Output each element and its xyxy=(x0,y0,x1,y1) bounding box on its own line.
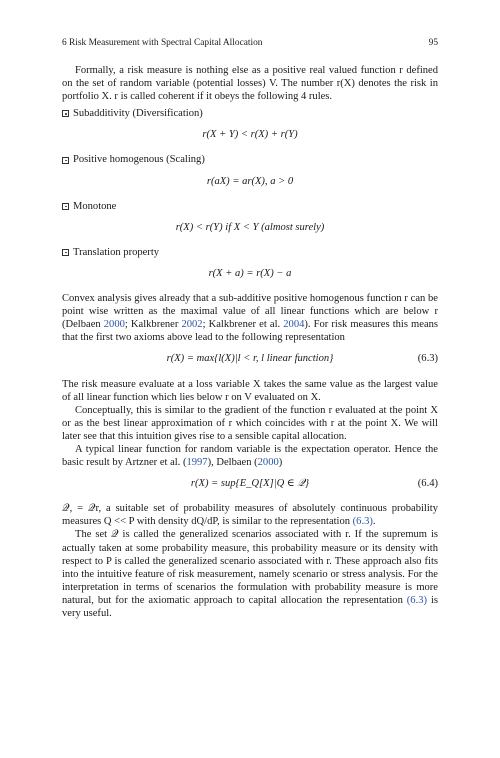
equation-reference-link[interactable]: (6.3) xyxy=(406,594,428,606)
equation: r(X) < r(Y) if X < Y (almost surely) xyxy=(175,221,325,233)
square-bullet-icon xyxy=(62,249,69,256)
paragraph: Convex analysis gives already that a sub-additive positive homogenous function r can be point wise written as the maximal value of all linear functions which are below r (Delbaen 2000; Kalkbrener 2002; Kalkbrener et al. 2004). For risk measures this means that the first two axioms above lead to the following representation xyxy=(62,293,439,344)
equation-number: (6.3) xyxy=(417,353,438,365)
citation-link[interactable]: 1997 xyxy=(186,457,208,469)
citation-link[interactable]: 2004 xyxy=(283,319,305,331)
rule-title: Translation property xyxy=(73,246,160,258)
paragraph: The set 𝒬 is called the generalized scenarios associated with r. If the supremum is actually taken at some probability measure, this probability measure or its density with respect to P is called the generalized scenario associated with r. These approach also fits into the intuitive feature of risk measurement, namely scenario or stress analysis. For the interpretation in terms of scenarios the formulation with probability measure is more natural, but for the axiomatic approach to capital allocation the representation (6.3) is very useful. xyxy=(62,529,439,619)
square-bullet-icon xyxy=(62,110,69,117)
citation-link[interactable]: 2000 xyxy=(103,319,125,331)
rule-title: Positive homogenous (Scaling) xyxy=(73,154,205,166)
rule-item xyxy=(62,107,438,120)
equation-6-4: r(X) = sup{E_Q[X]|Q ∈ 𝒬} (6.4) xyxy=(190,478,438,490)
equation-reference-link[interactable]: (6.3) xyxy=(352,516,373,528)
equation: r(X + a) = r(X) − a xyxy=(208,267,292,279)
rule-item xyxy=(62,153,438,166)
square-bullet-icon xyxy=(62,157,69,164)
paragraph: 𝒬, = 𝒬r, a suitable set of probability measures of absolutely continuous probability measures Q << P with density dQ/dP, is similar to the representation (6.3). xyxy=(62,503,438,528)
page xyxy=(62,0,438,758)
equation: r(aX) = ar(X), a > 0 xyxy=(206,175,294,187)
rule-title: Subadditivity (Diversification) xyxy=(73,108,203,120)
equation: r(X + Y) < r(X) + r(Y) xyxy=(202,129,298,141)
page-number: 95 xyxy=(428,38,438,48)
rule-item xyxy=(62,246,438,259)
equation-number: (6.4) xyxy=(417,478,438,490)
paragraph: Conceptually, this is similar to the gradient of the function r evaluated at the point X or as the best linear approximation of r which coincides with r at the point X. We will later see that this intuition gives rise to a sensible capital allocation. xyxy=(62,404,438,442)
paragraph: A typical linear function for random variable is the expectation operator. Hence the basic result by Artzner et al. (1997), Delbaen (2000) xyxy=(62,443,438,469)
citation-link[interactable]: 2002 xyxy=(181,319,203,331)
rule-title: Monotone xyxy=(73,200,117,212)
square-bullet-icon xyxy=(62,203,69,210)
rule-item xyxy=(62,200,438,213)
chapter-title: 6 Risk Measurement with Spectral Capital Allocation xyxy=(62,38,263,48)
citation-link[interactable]: 2000 xyxy=(257,457,279,469)
body-text xyxy=(62,64,438,620)
paragraph: Formally, a risk measure is nothing else as a positive real valued function r defined on the set of random variable (potential losses) V. The number r(X) denotes the risk in portfolio X. r is called coherent if it obeys the following 4 rules. xyxy=(62,65,438,103)
equation-6-3: r(X) = max{l(X)|l < r, l linear function} (6.3) xyxy=(166,353,438,365)
paragraph: The risk measure evaluate at a loss variable X takes the same value as the largest value of all linear function which lies below r on V evaluated on X. xyxy=(62,378,438,403)
